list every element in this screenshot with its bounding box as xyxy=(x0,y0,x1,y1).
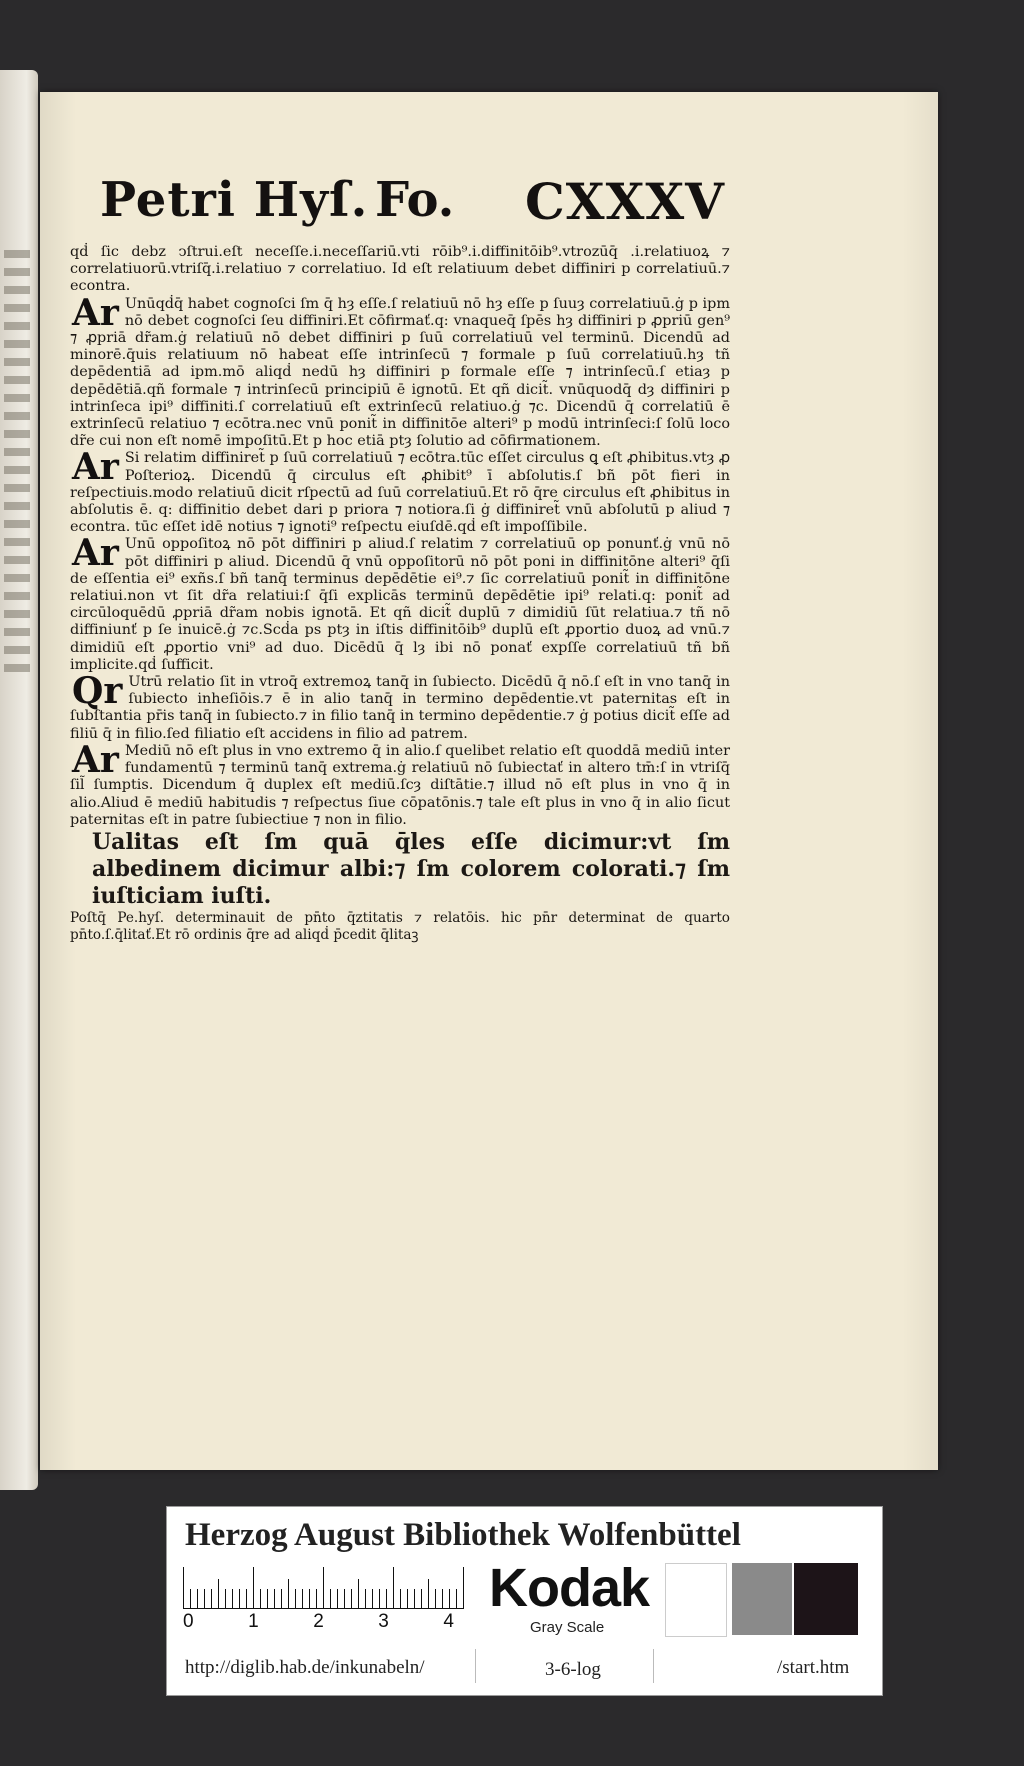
paragraph-initial: Ar xyxy=(72,532,119,575)
ruler-tick xyxy=(344,1589,345,1609)
ruler-label: 0 xyxy=(183,1611,194,1632)
paragraph-initial: Ar xyxy=(72,446,119,489)
ruler-tick xyxy=(330,1589,331,1609)
ruler-tick xyxy=(421,1589,422,1609)
ruler-label: 1 xyxy=(248,1611,259,1632)
running-head-author: Petri Hyſ. xyxy=(100,172,369,228)
ruler-tick xyxy=(246,1589,247,1609)
paragraph-text: Si relatim diffiniret̃ p ſuū correlatiuū ⁊ ecōtra.tūc eſſet circulus ꝗ eſt ꝓhibitus.vtȝ ꝓ Poſterioꝝ. Dicendū q̄ circulus eſt ꝓhibit⁹ ī abſolutis.ſ bñ pōt fieri in reſpectiuis.modo relatiuū dicit rſpectū ad ſuū correlatiuū.Et rō q̄re circulus eſt ꝓhibitus in abſolutis ē. q: diffinitio debet dari p priora ⁊ notiora.ſi ġ diffiniret̃ vnū abſolutū p aliud ⁊ econtra. tūc eſſet idē notius ⁊ ignoti⁹ reſpectu eiuſdē.qḋ eſt impoſſibile. xyxy=(70,450,730,536)
ruler-tick xyxy=(414,1589,415,1609)
ruler-tick xyxy=(337,1589,338,1609)
ruler-label: 4 xyxy=(443,1611,454,1632)
swatch-gray xyxy=(732,1563,792,1635)
ruler-tick xyxy=(225,1589,226,1609)
swatch-white xyxy=(665,1563,727,1637)
ruler-tick xyxy=(435,1589,436,1609)
url-row xyxy=(185,1649,865,1683)
url-left: http://diglib.hab.de/inkunabeln/ xyxy=(185,1657,425,1678)
section-heading: Ualitas eſt ſm quā q̄les eſſe dicimur:vt ſm albedinem dicimur albi:⁊ ſm colorem colorati.⁊ ſm iuſticiam iuſti. xyxy=(92,828,730,909)
running-head xyxy=(70,172,730,242)
ruler-tick xyxy=(302,1589,303,1609)
url-right: /start.htm xyxy=(777,1657,850,1678)
url-separator xyxy=(475,1649,476,1683)
adjacent-page-text-marks xyxy=(4,240,30,682)
ruler-tick xyxy=(274,1589,275,1609)
text-column xyxy=(70,244,730,944)
library-name: Herzog August Bibliothek Wolfenbüttel xyxy=(185,1517,741,1553)
ruler-tick xyxy=(309,1589,310,1609)
ruler-tick xyxy=(351,1589,352,1609)
paragraph-text: Mediū nō eſt plus in vno extremo q̄ in alio.ſ quelibet relatio eſt quoddā mediū inter fundamentū ⁊ terminū tanq̄ extrema.ġ relatiuū nō ſubiectať in altero tm̄:ſ in vtriſq̄ ſil̃ ſumptis. Dicendum q̄ duplex eſt mediū.ſcȝ diſtātie.⁊ illud nō eſt plus in vno q̄ in alio.Aliud ē mediū habitudis ⁊ reſpectus ſiue cōpatōnis.⁊ tale eſt plus in vno q̄ in alio ſicut paternitas eſt in patre ſubiectiue ⁊ non in filio. xyxy=(70,742,730,828)
ruler-tick xyxy=(372,1589,373,1609)
ruler-tick xyxy=(456,1589,457,1609)
ruler-tick xyxy=(281,1589,282,1609)
ruler-tick xyxy=(211,1589,212,1609)
ruler-tick xyxy=(463,1567,464,1609)
book-page xyxy=(40,92,938,1470)
ruler-tick xyxy=(407,1589,408,1609)
paragraph-text: Unūqḋq̄ habet cognoſci ſm q̄ hȝ eſſe.ſ relatiuū nō hȝ eſſe p ſuuȝ correlatiuū.ġ p ipm nō debet cognoſci ſeu diffiniri.Et cōfirmať.q: vnaqueq̄ ſpēs hȝ diffiniri p ꝓpriū gen⁹ ⁊ ꝓpriā dr̃am.ġ relatiuū nō debet diffiniri p ſuū correlatiuū vel terminū. Dicendū ad minorē.q̄uis relatiuum nō habeat eſſe intrinſecū ⁊ formale p ſuū correlatiuū.hȝ tñ depēdentiā ad ipm.mō aliqḋ nedū hȝ diffiniri p formale eſſe ⁊ intrinſecū.ſ etiaȝ p depēdētiā.qñ formale ⁊ intrinſecū principiū ē ignotū. Et qñ dicit̃. vnūquodq̄ dȝ diffiniri p intrinſeca ipi⁹ diffiniti.ſ correlatiuū eſt extrinſecū relatiuo.ġ ⁊c. Dicendū q̄ correlatiū ē extrinſecū relatiuo ⁊ ecōtra.nec vnū ponit̃ in diffinitōe alteri⁹ p modū intrinſeci:ſ ſolū loco dr̃e cui non eſt nomē impoſitū.Et p hoc etiā ptȝ ſolutio ad cōfirmationem. xyxy=(70,295,730,450)
url-middle: 3-6-log xyxy=(545,1659,601,1680)
argument-paragraph-1 xyxy=(70,291,730,451)
ruler-tick xyxy=(428,1579,429,1609)
paragraph-initial: Ar xyxy=(72,291,119,334)
ruler-tick xyxy=(386,1589,387,1609)
ruler-tick xyxy=(295,1589,296,1609)
ruler-tick xyxy=(379,1589,380,1609)
color-target-bar xyxy=(166,1506,883,1696)
ruler-tick xyxy=(449,1589,450,1609)
gray-scale-label: Gray Scale xyxy=(530,1619,605,1636)
ruler-tick xyxy=(442,1589,443,1609)
scale-ruler-labels xyxy=(183,1611,483,1635)
ruler-tick xyxy=(190,1589,191,1609)
question-paragraph xyxy=(70,670,730,743)
ruler-label: 3 xyxy=(378,1611,389,1632)
ruler-tick xyxy=(400,1589,401,1609)
intro-paragraph: qḋ ſic debz ↄſtrui.eſt neceſſe.i.neceſſariū.vti rōib⁹.i.diffinitōib⁹.vtrozūq̄ .i.relatiuoꝝ ⁊ correlatiuorū.vtriſq̄.i.relatiuo ⁊ correlatiuo. Id eſt relatiuum debet diffiniri p correlatiuū.⁊ econtra. xyxy=(70,244,730,295)
paragraph-initial: Qr xyxy=(72,670,123,713)
ruler-label: 2 xyxy=(313,1611,324,1632)
argument-paragraph-3 xyxy=(70,532,730,674)
ruler-tick xyxy=(183,1567,184,1609)
ruler-tick xyxy=(197,1589,198,1609)
ruler-tick xyxy=(358,1579,359,1609)
paragraph-initial: Ar xyxy=(72,738,119,781)
ruler-tick xyxy=(323,1567,324,1609)
folio-number: CXXXV xyxy=(525,172,725,231)
ruler-tick xyxy=(232,1589,233,1609)
ruler-tick xyxy=(316,1589,317,1609)
folio-label: Fo. xyxy=(375,172,455,228)
ruler-tick xyxy=(239,1589,240,1609)
adjacent-page-edge xyxy=(0,70,38,1490)
scale-ruler xyxy=(183,1565,473,1609)
ruler-tick xyxy=(288,1579,289,1609)
closing-paragraph: Poſtq̄ Pe.hyſ. determinauit de pn̄to q̄ztitatis ⁊ relatōis. hic pn̄r determinat de quarto pn̄to.ſ.q̄litať.Et rō ordinis q̄re ad aliqḋ p̄cedit q̄litaꝫ xyxy=(70,909,730,943)
ruler-tick xyxy=(253,1567,254,1609)
ruler-baseline xyxy=(183,1608,463,1609)
ruler-tick xyxy=(267,1589,268,1609)
kodak-logo: Kodak xyxy=(489,1558,650,1618)
paragraph-text: Utrū relatio ſit in vtroq̄ extremoꝝ tanq̄ in ſubiecto. Dicēdū q̄ nō.ſ eſt in vno tanq̄ in ſubiecto inheſiōis.⁊ ē in alio tanq̄ in termino depēdentie.vt paternitas eſt in ſubſtantia pr̄is tanq̄ in ſubiecto.⁊ in filio tanq̄ in termino depēdentie.⁊ ġ potius dicit̃ eſſe ad filiū q̄ in filio.ſed filiatio eſt accidens in filio ad patrem. xyxy=(70,674,730,742)
ruler-tick xyxy=(218,1579,219,1609)
ruler-tick xyxy=(260,1589,261,1609)
argument-paragraph-5 xyxy=(70,738,730,829)
ruler-tick xyxy=(204,1589,205,1609)
paragraph-text: Unū oppoſitoꝝ nō pōt diffiniri p aliud.ſ relatim ⁊ correlatiuū op ponunť.ġ vnū nō pōt diffiniri p aliud. Dicendū q̄ vnū oppoſitorū nō pōt poni in diffinitōne alteri⁹ q̄ſi de eſſentia ei⁹ exñs.ſ bñ tanq̄ terminus depēdētie ei⁹.⁊ ſic correlatiuū ponit̃ in diffinitōne relatiui.non vt ſit dr̃a relatiui:ſ q̄ſi explicās terminū depēdētie ipi⁹ relati.q: ponit̃ ad circūloquēdū ꝓpriā dr̃am nobis ignotā. Et qñ dicit̃ duplū ⁊ dimidiū ſūt relatiua.⁊ tñ nō diffiniunť p ſe inuicē.ġ ⁊c.Scḋa ps ptȝ in iſtis diffinitōib⁹ duplū eſt ꝓportio duoꝝ ad vnū.⁊ dimidiū eſt ꝓportio vni⁹ ad duo. Dicēdū q̄ lȝ ibi nō ponať expſſe correlatiuū tñ bñ implicite.qḋ ſufficit. xyxy=(70,536,730,673)
ruler-tick xyxy=(365,1589,366,1609)
url-separator xyxy=(653,1649,654,1683)
argument-paragraph-2 xyxy=(70,446,730,536)
swatch-black xyxy=(794,1563,858,1635)
ruler-tick xyxy=(393,1567,394,1609)
